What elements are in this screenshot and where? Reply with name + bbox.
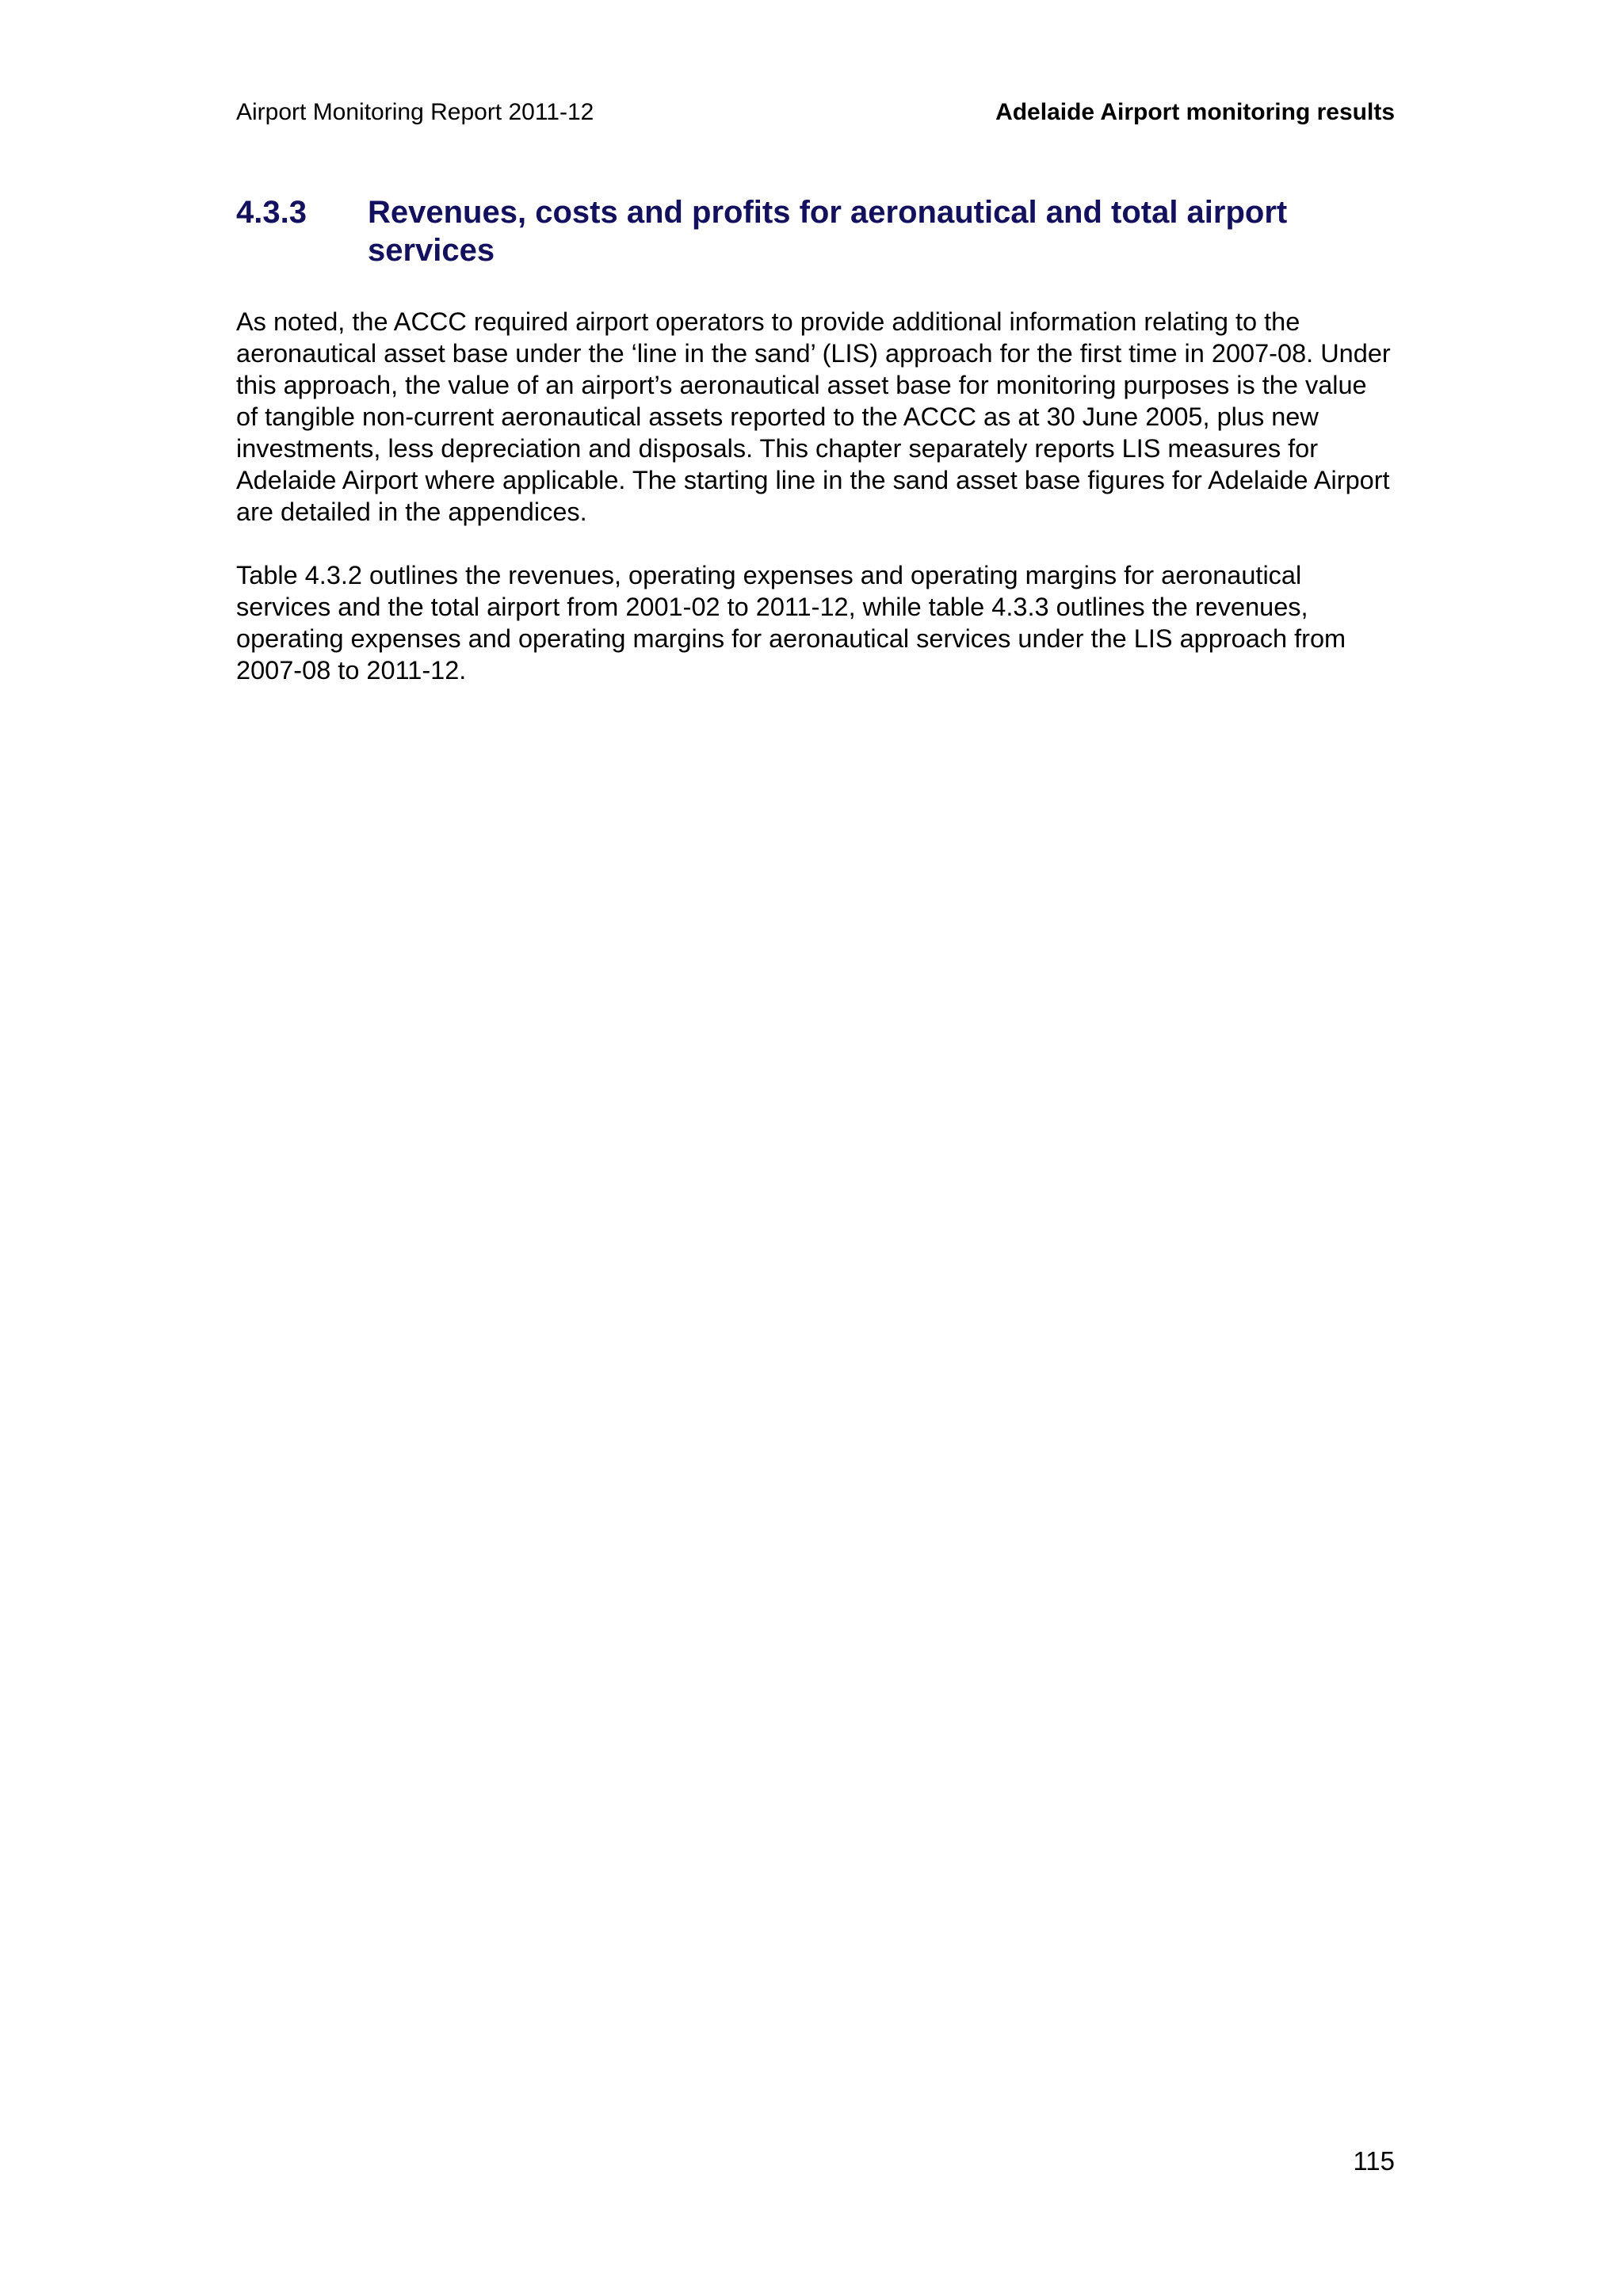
section-number: 4.3.3 xyxy=(236,195,307,230)
section-label: Adelaide Airport monitoring results xyxy=(995,99,1395,125)
running-header xyxy=(236,95,1395,130)
paragraph-lis-approach: As noted, the ACCC required airport operators to provide additional information relating to the aeronautical asset base under the ‘line in the sand’ (LIS) approach for the first time in 2007-08. Under this approach, the value of an airport’s aeronautical asset base for monitoring purposes is the value of tangible non-current aeronautical assets reported to the ACCC as at 30 June 2005, plus new investments, less depreciation and disposals. This chapter separately reports LIS measures for Adelaide Airport where applicable. The starting line in the sand asset base figures for Adelaide Airport are detailed in the appendices. xyxy=(236,307,1391,526)
section-title: Revenues, costs and profits for aeronautical and total airport services xyxy=(368,195,1288,268)
paragraph-table-overview: Table 4.3.2 outlines the revenues, operating expenses and operating margins for aeronautical services and the total airport from 2001-02 to 2011-12, while table 4.3.3 outlines the revenues, operating expenses and operating margins for aeronautical services under the LIS approach from 2007-08 to 2011-12. xyxy=(236,561,1346,685)
report-title: Airport Monitoring Report 2011-12 xyxy=(236,99,594,125)
page-number: 115 xyxy=(1353,2146,1395,2176)
